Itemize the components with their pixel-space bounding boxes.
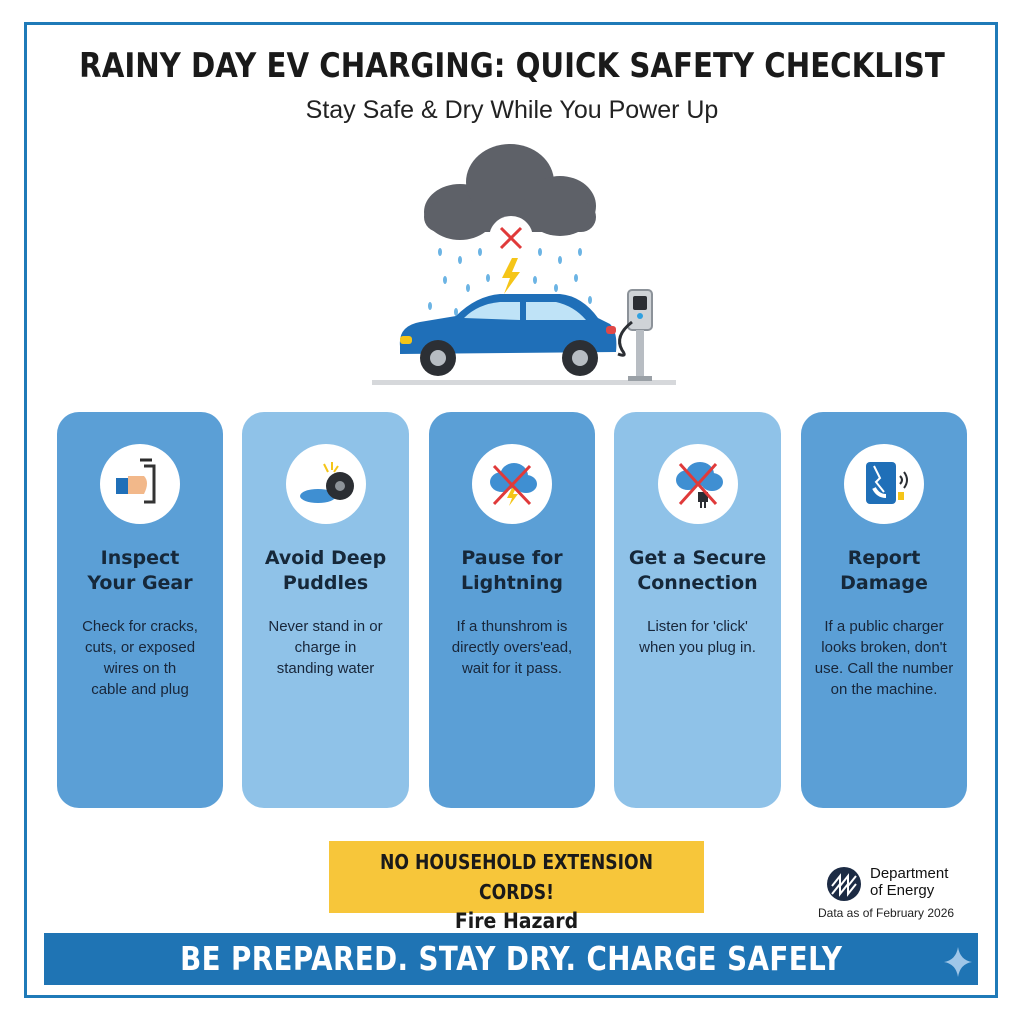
card-text: Listen for 'click' when you plug in. xyxy=(639,618,756,656)
doe-logo-icon xyxy=(826,866,862,902)
card-title: Pause for Lightning xyxy=(461,547,563,594)
charging-station-icon xyxy=(618,290,652,381)
card-text: Check for cracks, cuts, or exposed wires on th cable and plug xyxy=(82,618,198,698)
card-text: If a public charger looks broken, don't use. Call the number on the machine. xyxy=(814,618,954,698)
warning-box xyxy=(329,841,704,933)
rainy-ev-charging-illustration xyxy=(360,140,690,390)
card-title: Report Damage xyxy=(840,547,928,594)
organization-name: Department of Energy xyxy=(870,865,949,899)
card-inspect-gear xyxy=(57,412,223,808)
card-text: If a thunshrom is directly overs'ead, wait for it pass. xyxy=(451,618,573,677)
puddle-tire-icon xyxy=(286,444,366,524)
warning-subline: Fire Hazard xyxy=(454,909,579,933)
doe-attribution xyxy=(826,864,996,904)
cloud-plug-crossed-icon xyxy=(658,444,738,524)
page-title: RAINY DAY EV CHARGING: QUICK SAFETY CHECKLIST xyxy=(79,46,945,86)
card-secure-connection xyxy=(614,412,781,808)
hand-cable-icon xyxy=(100,444,180,524)
card-avoid-puddles xyxy=(242,412,409,808)
card-title: Inspect Your Gear xyxy=(87,547,193,594)
card-text: Never stand in or charge in standing water xyxy=(268,618,383,677)
warning-headline: NO HOUSEHOLD EXTENSION CORDS! xyxy=(379,850,654,904)
footer-banner-text: BE PREPARED. STAY DRY. CHARGE SAFELY xyxy=(179,939,843,978)
card-report-damage xyxy=(801,412,967,808)
card-title: Avoid Deep Puddles xyxy=(264,547,387,594)
data-date-note: Data as of February 2026 xyxy=(818,906,955,920)
card-pause-lightning xyxy=(429,412,595,808)
sparkle-icon xyxy=(944,947,972,977)
lightning-bolt-icon xyxy=(502,258,520,294)
phone-report-icon xyxy=(844,444,924,524)
electric-car-icon xyxy=(400,294,617,376)
card-title: Get a Secure Connection xyxy=(628,547,767,594)
footer-banner xyxy=(44,933,978,985)
storm-cloud-crossed-icon xyxy=(472,444,552,524)
page-subtitle: Stay Safe & Dry While You Power Up xyxy=(305,96,719,124)
storm-cloud-icon xyxy=(424,144,596,260)
